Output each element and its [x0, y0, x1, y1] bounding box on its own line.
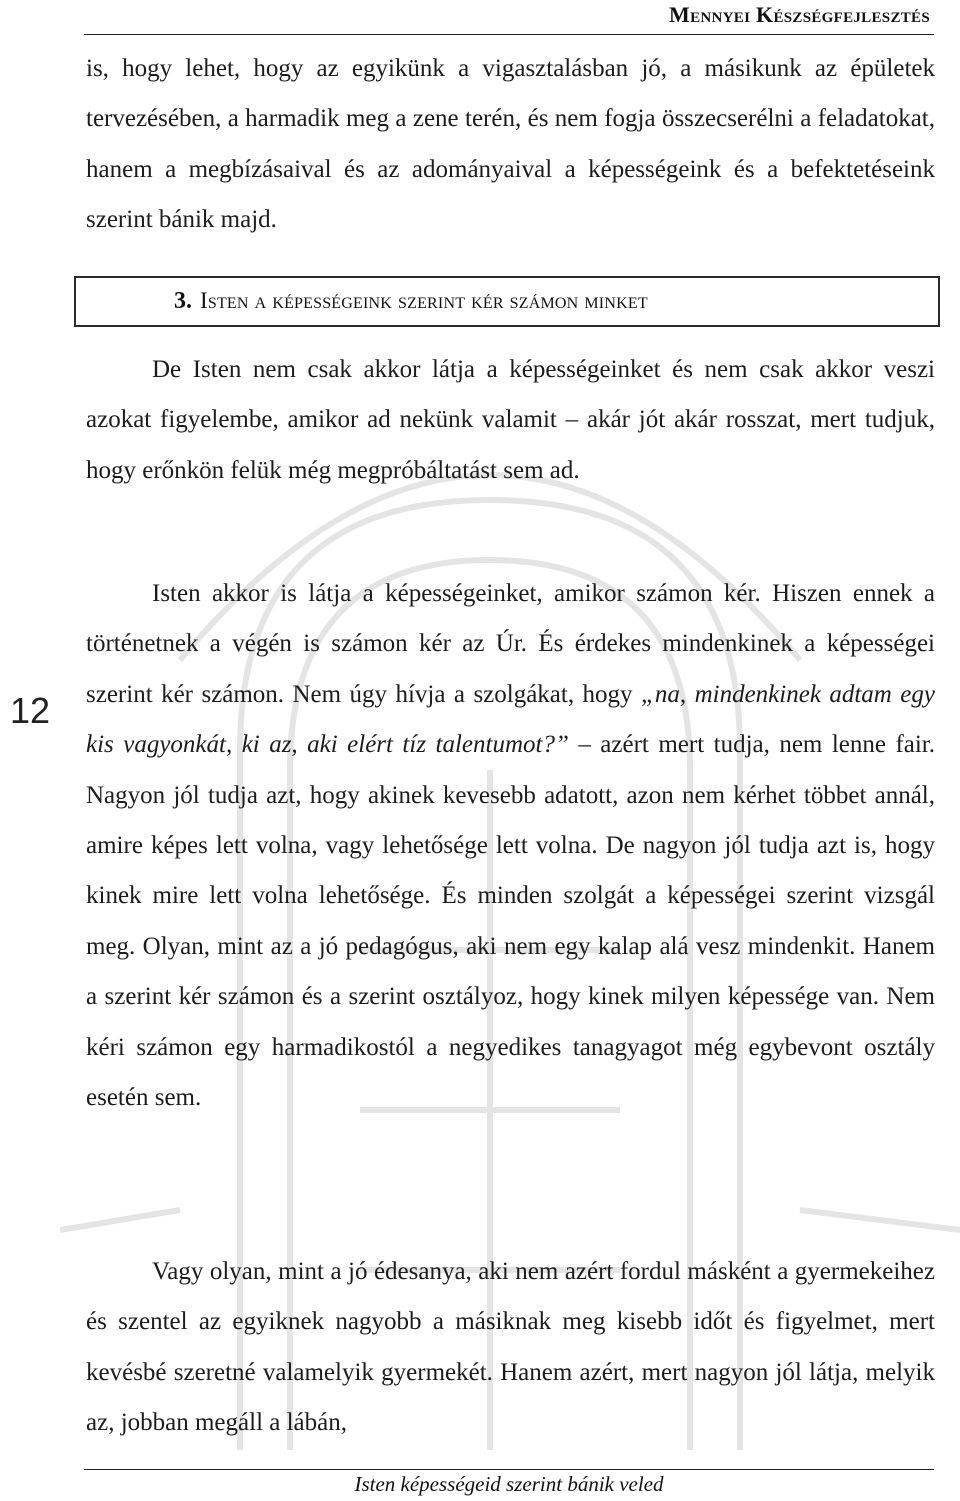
paragraph-text [86, 569, 935, 1123]
body-paragraph [86, 345, 935, 496]
paragraph-text: is, hogy lehet, hogy az egyikünk a vigasztalásban jó, a másikunk az épületek tervezésében, a harmadik meg a zene terén, és nem fogja összecserélni a feladatokat, hanem a megbízásaival és az adományaival a képességeink és a befektetéseink szerint bánik majd. [86, 55, 935, 234]
section-title: Isten a képességeink szerint kér számon minket [200, 288, 648, 313]
paragraph-text: De Isten nem csak akkor látja a képességeinket és nem csak akkor veszi azokat figyelembe, amikor ad nekünk valamit – akár jót akár rosszat, mert tudjuk, hogy erőnkön felük még megpróbáltatást sem ad. [86, 356, 935, 484]
body-paragraph [86, 569, 935, 1123]
running-header: Mennyei Készségfejlesztés [669, 2, 930, 27]
section-heading [174, 288, 648, 315]
section-number: 3. [174, 288, 192, 314]
paragraph-text: Vagy olyan, mint a jó édesanya, aki nem azért fordul másként a gyermekeihez és szentel az egyiknek nagyobb a másiknak meg kisebb időt és figyelmet, mert kevésbé szeretné valamelyik gyermekét. Hanem azért, mert nagyon jól látja, melyik az, jobban megáll a lábán, [86, 1258, 935, 1437]
body-paragraph [86, 44, 935, 246]
footer-rule [84, 1469, 934, 1470]
running-footer: Isten képességeid szerint bánik veled [354, 1472, 664, 1496]
paragraph-text-part: – azért mert tudja, nem lenne fair. Nagyon jól tudja azt, hogy akinek kevesebb adatott, azon nem kérhet többet annál, amire képes lett volna, vagy lehetősége lett volna. De nagyon jól tudja azt is, hogy kinek mire lett volna lehetősége. És minden szolgát a képességei szerint vizsgál meg. Olyan, mint az a jó pedagógus, aki nem egy kalap alá vesz mindenkit. Hanem a szerint kér számon és a szerint osztályoz, hogy kinek milyen képessége van. Nem kéri számon egy harmadikostól a negyedikes tanagyagot még egybevont osztály esetén sem. [86, 731, 936, 1112]
paragraph-text-part: Isten akkor is látja a képességeinket, amikor számon kér. Hiszen ennek a történetnek a végén is számon kér az Úr. És érdekes mindenkinek a képességei szerint kér számon. Nem úgy hívja a szolgákat, hogy [86, 580, 935, 708]
header-rule [84, 34, 934, 35]
section-heading-box [74, 276, 940, 327]
page-number: 12 [9, 690, 51, 731]
quoted-speech: „na, mindenkinek adtam egy kis vagyonkát, ki az, aki elért tíz talentumot?” [86, 680, 935, 759]
body-paragraph [86, 1247, 935, 1449]
